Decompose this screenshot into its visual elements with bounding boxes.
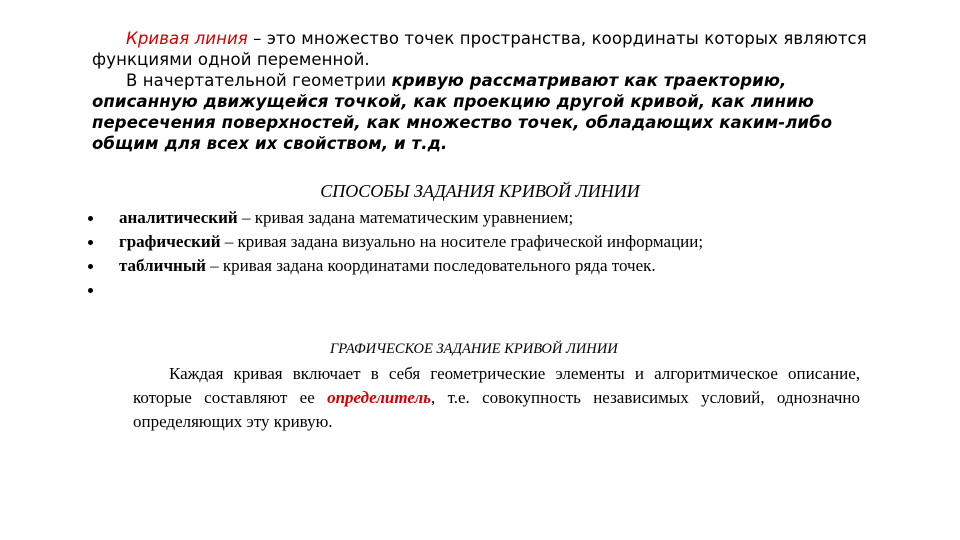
definition-paragraph (92, 28, 892, 70)
bullet-icon (88, 264, 93, 269)
method-text: – кривая задана математическим уравнением; (237, 208, 574, 227)
method-term: аналитический (119, 208, 238, 227)
method-term: графический (119, 232, 221, 251)
graphic-paragraph (133, 362, 860, 434)
graphic-text-after: , т.е. совокупность независимых условий, однозначно определяющих эту кривую. (133, 388, 860, 431)
list-item (86, 230, 703, 254)
definition-text: – это множество точек пространства, координаты которых являются функциями одной переменной. (92, 29, 867, 69)
methods-list (86, 206, 703, 302)
term-determinant: определитель (327, 388, 432, 407)
geometry-bold-text: кривую рассматривают как траекторию, описанную движущейся точкой, как проекцию другой кривой, как линию пересечения поверхностей, как множество точек, обладающих каким-либо общим для всех их свойством, и т.д. (92, 71, 833, 153)
term-curve-line: Кривая линия (126, 29, 248, 48)
geometry-lead-text: В начертательной геометрии (126, 71, 392, 90)
geometry-paragraph (92, 70, 892, 154)
method-text: – кривая задана координатами последовательного ряда точек. (205, 256, 656, 275)
list-item (86, 278, 703, 302)
graphic-heading: ГРАФИЧЕСКОЕ ЗАДАНИЕ КРИВОЙ ЛИНИИ (330, 341, 618, 357)
method-term: табличный (119, 256, 206, 275)
method-text: – кривая задана визуально на носителе графической информации; (220, 232, 704, 251)
bullet-icon (88, 288, 93, 293)
list-item (86, 206, 703, 230)
methods-heading: СПОСОБЫ ЗАДАНИЯ КРИВОЙ ЛИНИИ (320, 181, 640, 201)
list-item (86, 254, 703, 278)
intro-block (92, 28, 892, 154)
graphic-text-before: Каждая кривая включает в себя геометрические элементы и алгоритмическое описание, которые составляют ее (133, 364, 860, 407)
bullet-icon (88, 240, 93, 245)
bullet-icon (88, 216, 93, 221)
